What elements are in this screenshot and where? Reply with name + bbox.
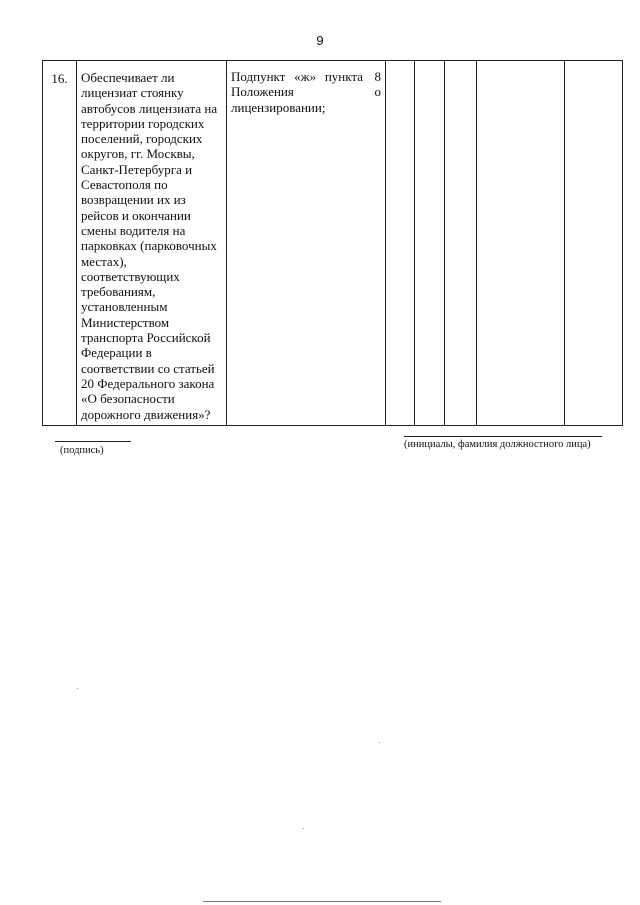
question-cell: Обеспечивает ли лицензиат стоянку автобусов лицензиата на территории городских поселений, городских округов, гг. Москвы, Санкт-Петербурга и Севастополя по возвращении их из рейсов и окончании смены водителя на парковках (парковочных местах), соответствующих требованиям, установленным Министерством транспорта Российской Федерации в соответствии со статьей 20 Федерального закона «О безопасности дорожного движения»? xyxy=(77,61,227,426)
page-number: 9 xyxy=(316,33,324,48)
official-name-line xyxy=(404,436,602,437)
row-number: 16. xyxy=(43,61,77,426)
official-name-label: (инициалы, фамилия должностного лица) xyxy=(404,439,591,450)
basis-word-letter: «ж» xyxy=(294,69,317,84)
basis-word-point: пункта xyxy=(324,69,363,84)
checklist-table xyxy=(42,60,623,426)
answer-cell-na xyxy=(445,61,477,426)
legal-basis-cell xyxy=(227,61,386,426)
basis-digit: 8 xyxy=(374,69,381,84)
scan-edge-mark xyxy=(203,901,441,902)
scan-speck xyxy=(303,828,304,829)
scan-speck xyxy=(77,688,78,689)
notes-cell xyxy=(477,61,565,426)
answer-cell-yes xyxy=(386,61,415,426)
basis-letter-o: о xyxy=(374,84,381,100)
answer-cell-no xyxy=(415,61,445,426)
extra-cell xyxy=(565,61,623,426)
signature-label: (подпись) xyxy=(60,445,104,456)
signature-line xyxy=(55,441,131,442)
table-row xyxy=(43,61,623,426)
basis-word-subparagraph: Подпункт xyxy=(231,69,286,84)
scan-speck xyxy=(379,742,380,743)
legal-basis-overflow xyxy=(375,69,382,100)
legal-basis-first-line xyxy=(231,69,381,84)
legal-basis-rest: Положения лицензировании; xyxy=(231,84,326,115)
